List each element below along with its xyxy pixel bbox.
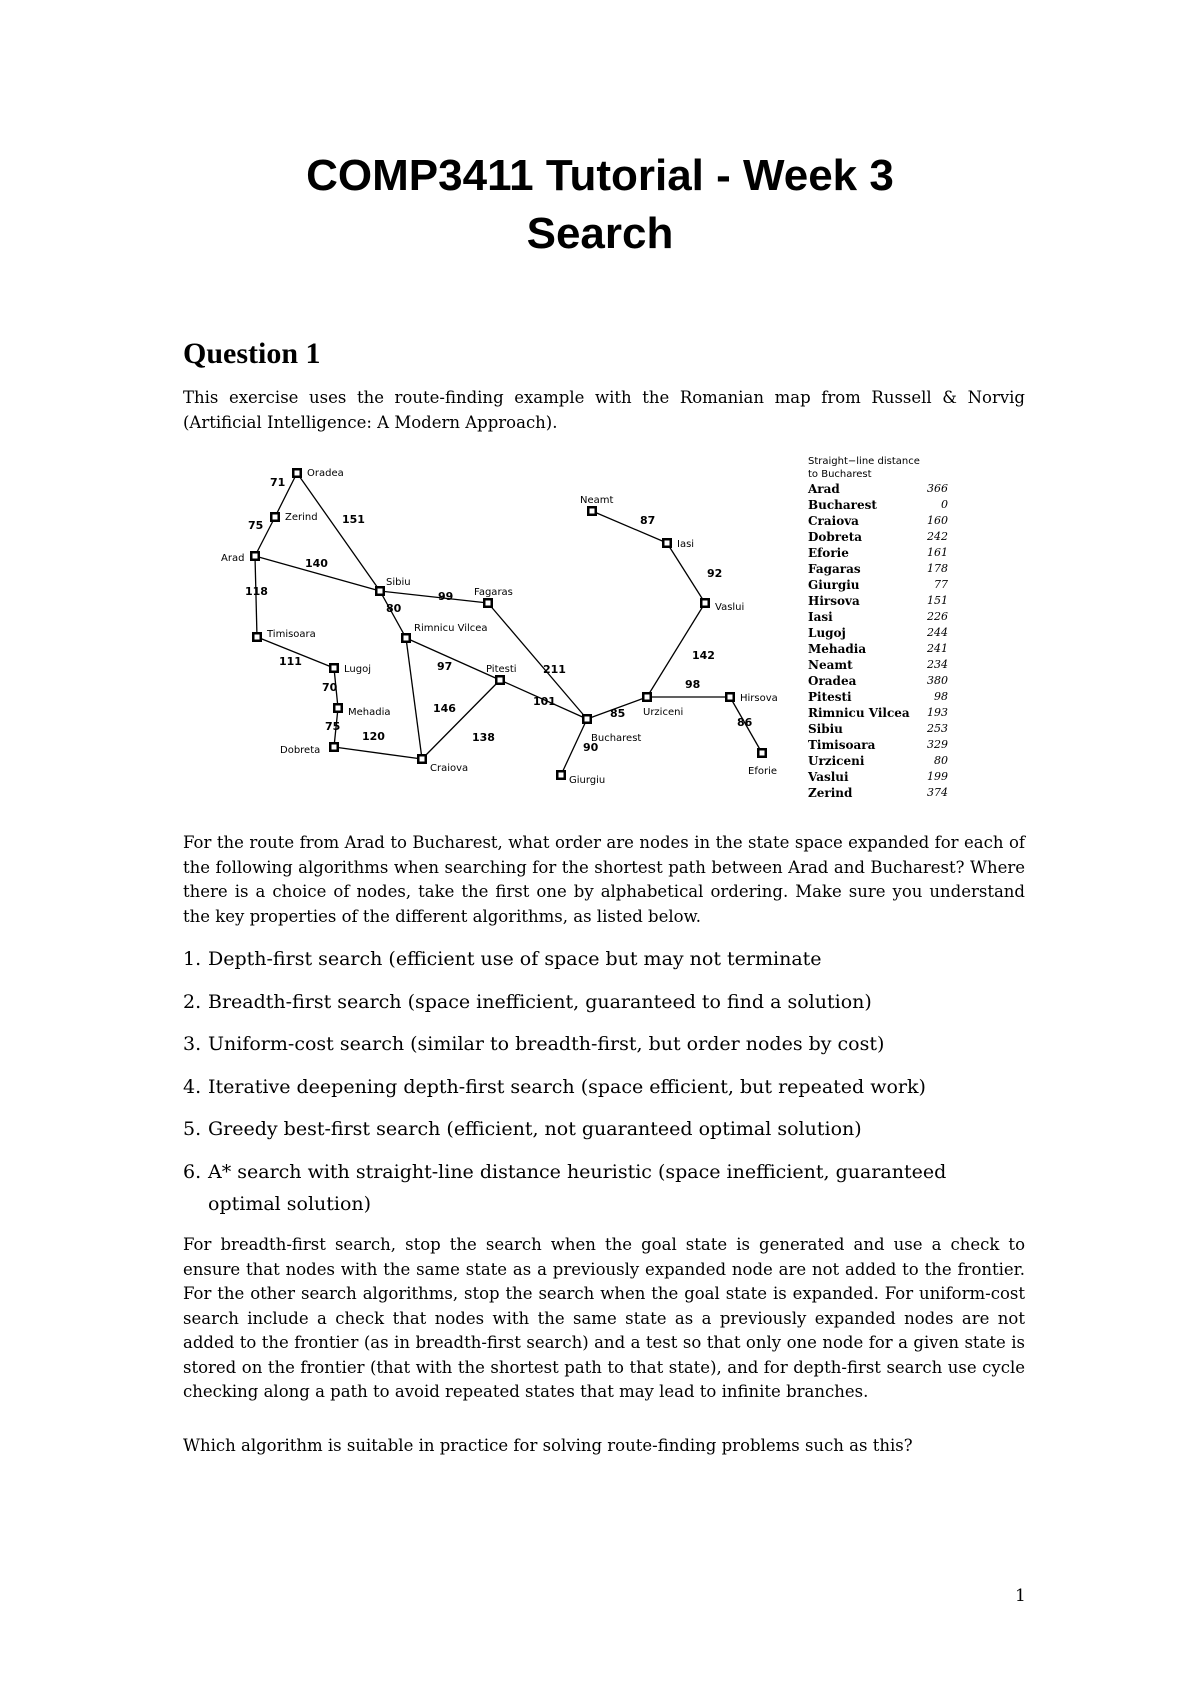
sld-value: 244 — [927, 626, 948, 639]
sld-city: Vaslui — [808, 770, 849, 784]
road-distance-label: 90 — [583, 741, 599, 754]
list-item — [183, 1156, 1025, 1220]
city-label: Zerind — [285, 512, 318, 523]
road-distance-label: 101 — [533, 695, 556, 708]
sld-city: Sibiu — [808, 722, 843, 736]
page-number: 1 — [1015, 1586, 1026, 1606]
city-label: Neamt — [580, 495, 614, 506]
list-item-number: 5. — [183, 1118, 202, 1140]
sld-city: Zerind — [808, 786, 853, 800]
city-label: Urziceni — [643, 707, 684, 718]
list-item-text: Greedy best-first search (efficient, not guaranteed optimal solution) — [208, 1118, 862, 1140]
road-distance-label: 86 — [737, 716, 753, 729]
document-subtitle: Search — [526, 209, 674, 258]
sld-city: Eforie — [808, 546, 849, 560]
route-question-paragraph: For the route from Arad to Bucharest, what order are nodes in the state space expanded for each of the following algorithms when searching for the shortest path between Arad and Bucharest? Where there is a choice of nodes, take the first one by alphabetical ordering. Make sure you understand the key properties of the different algorithms, as listed below. — [183, 833, 1025, 926]
city-label: Bucharest — [591, 733, 642, 744]
sld-city: Oradea — [808, 674, 857, 688]
straight-line-distance-table — [808, 455, 948, 801]
sld-value: 161 — [927, 546, 948, 559]
sld-row — [808, 577, 948, 593]
road-distance-label: 151 — [342, 513, 365, 526]
sld-value: 241 — [927, 642, 948, 655]
sld-value: 178 — [927, 562, 948, 575]
city-label: Giurgiu — [569, 775, 606, 786]
city-label: Vaslui — [715, 602, 745, 613]
sld-city: Dobreta — [808, 530, 863, 544]
road-distance-label: 211 — [543, 663, 566, 676]
city-label: Arad — [221, 553, 245, 564]
sld-caption-line1: Straight−line distance — [808, 456, 920, 467]
sld-row — [808, 673, 948, 689]
city-node-center — [559, 773, 564, 778]
sld-value: 151 — [927, 594, 948, 607]
sld-value: 253 — [927, 722, 948, 735]
sld-value: 226 — [927, 610, 948, 623]
list-item-text: Iterative deepening depth-first search (space efficient, but repeated work) — [208, 1075, 926, 1098]
city-node-center — [760, 751, 765, 756]
sld-row — [808, 593, 948, 609]
sld-row — [808, 625, 948, 641]
city-node-center — [703, 601, 708, 606]
sld-caption-line2: to Bucharest — [808, 469, 872, 480]
sld-row — [808, 769, 948, 785]
road-distance-label: 92 — [707, 567, 723, 580]
sld-row — [808, 497, 948, 513]
map-road — [334, 747, 422, 759]
document-title: COMP3411 Tutorial - Week 3 — [306, 151, 894, 200]
sld-city: Rimnicu Vilcea — [808, 706, 910, 720]
sld-value: 374 — [927, 786, 948, 799]
map-road — [297, 473, 380, 591]
algorithm-list — [183, 943, 1025, 1230]
road-distance-label: 146 — [433, 702, 456, 715]
city-node-center — [273, 515, 278, 520]
list-item-text: Uniform-cost search (similar to breadth-first, but order nodes by cost) — [208, 1033, 885, 1055]
list-item-text: Breadth-first search (space inefficient, guaranteed to find a solution) — [208, 990, 872, 1013]
sld-city: Fagaras — [808, 562, 861, 576]
sld-city: Iasi — [808, 610, 833, 624]
road-distance-label: 142 — [692, 649, 715, 662]
city-node-center — [295, 471, 300, 476]
city-label: Lugoj — [344, 664, 371, 675]
sld-city: Lugoj — [808, 626, 846, 640]
sld-value: 199 — [927, 770, 948, 783]
sld-row — [808, 609, 948, 625]
sld-city: Mehadia — [808, 642, 867, 656]
road-distance-label: 85 — [610, 707, 626, 720]
sld-city: Timisoara — [808, 738, 876, 752]
road-distance-label: 97 — [437, 660, 453, 673]
sld-value: 0 — [941, 498, 948, 511]
city-label: Craiova — [430, 763, 469, 774]
sld-row — [808, 545, 948, 561]
city-node-center — [332, 666, 337, 671]
city-node-center — [645, 695, 650, 700]
city-node-center — [253, 554, 258, 559]
city-node-center — [585, 717, 590, 722]
list-item-number: 2. — [183, 990, 202, 1013]
list-item — [183, 943, 1025, 975]
road-distance-label: 140 — [305, 557, 328, 570]
list-item — [183, 1071, 1025, 1103]
sld-row — [808, 705, 948, 721]
road-distance-label: 80 — [386, 602, 402, 615]
sld-value: 329 — [927, 738, 948, 751]
road-distance-label: 120 — [362, 730, 385, 743]
sld-row — [808, 737, 948, 753]
list-item — [183, 1028, 1025, 1060]
city-node-center — [486, 601, 491, 606]
city-label: Fagaras — [474, 587, 513, 598]
road-distance-label: 75 — [248, 519, 264, 532]
city-label: Oradea — [307, 468, 344, 479]
city-node-center — [404, 636, 409, 641]
sld-value: 366 — [927, 482, 948, 495]
sld-value: 234 — [927, 658, 948, 671]
list-item — [183, 1113, 1025, 1145]
sld-city: Bucharest — [808, 498, 877, 512]
city-node-center — [590, 509, 595, 514]
city-node-center — [255, 635, 260, 640]
list-item-number: 1. — [183, 948, 202, 970]
city-node-center — [728, 695, 733, 700]
city-label: Pitesti — [486, 664, 517, 675]
city-node-center — [665, 541, 670, 546]
sld-city: Hirsova — [808, 594, 860, 608]
question-heading: Question 1 — [183, 337, 321, 370]
sld-value: 160 — [927, 514, 948, 527]
sld-row — [808, 753, 948, 769]
city-label: Iasi — [677, 539, 695, 550]
map-road — [422, 680, 500, 759]
sld-city: Urziceni — [808, 754, 865, 768]
sld-row — [808, 689, 948, 705]
romania-map — [210, 455, 810, 825]
city-node-center — [420, 757, 425, 762]
road-distance-label: 71 — [270, 476, 286, 489]
sld-row — [808, 657, 948, 673]
map-road — [592, 511, 667, 543]
road-distance-label: 87 — [640, 514, 656, 527]
sld-row — [808, 529, 948, 545]
sld-row — [808, 481, 948, 497]
city-label: Mehadia — [348, 707, 391, 718]
road-distance-label: 99 — [438, 590, 454, 603]
road-distance-label: 138 — [472, 731, 495, 744]
road-distance-label: 118 — [245, 585, 268, 598]
sld-value: 193 — [927, 706, 948, 719]
sld-city: Arad — [808, 482, 840, 496]
city-label: Timisoara — [267, 629, 316, 640]
sld-row — [808, 561, 948, 577]
sld-value: 77 — [934, 578, 948, 591]
road-distance-label: 98 — [685, 678, 701, 691]
road-distance-label: 75 — [325, 720, 341, 733]
sld-city: Pitesti — [808, 690, 852, 704]
city-node-center — [378, 589, 383, 594]
road-distance-label: 111 — [279, 655, 302, 668]
map-road — [667, 543, 705, 603]
sld-value: 380 — [927, 674, 948, 687]
sld-row — [808, 721, 948, 737]
sld-value: 98 — [934, 690, 948, 703]
list-item — [183, 986, 1025, 1018]
list-item-number: 4. — [183, 1075, 202, 1098]
city-node-center — [332, 745, 337, 750]
sld-row — [808, 641, 948, 657]
city-label: Sibiu — [386, 577, 411, 588]
city-node-center — [498, 678, 503, 683]
list-item-number: 3. — [183, 1033, 202, 1055]
sld-row — [808, 785, 948, 801]
intro-paragraph: This exercise uses the route-finding example with the Romanian map from Russell & Norvig (Artificial Intelligence: A Modern Approach). — [183, 388, 1025, 432]
city-label: Eforie — [748, 766, 777, 777]
final-question-paragraph: Which algorithm is suitable in practice for solving route-finding problems such as this? — [183, 1436, 913, 1455]
map-road — [406, 638, 422, 759]
list-item-text: A* search with straight-line distance heuristic (space inefficient, guaranteed optimal solution) — [208, 1160, 947, 1215]
list-item-text: Depth-first search (efficient use of space but may not terminate — [208, 948, 822, 970]
list-item-number: 6. — [183, 1160, 202, 1183]
sld-city: Craiova — [808, 514, 859, 528]
sld-value: 80 — [934, 754, 948, 767]
sld-city: Giurgiu — [808, 578, 860, 592]
sld-row — [808, 513, 948, 529]
city-label: Dobreta — [280, 745, 321, 756]
sld-city: Neamt — [808, 658, 853, 672]
road-distance-label: 70 — [322, 681, 338, 694]
city-label: Hirsova — [740, 693, 778, 704]
sld-value: 242 — [927, 530, 948, 543]
search-notes-paragraph: For breadth-first search, stop the search when the goal state is generated and use a check to ensure that nodes with the same state as a previously expanded node are not added to the frontier. For the other search algorithms, stop the search when the goal state is expanded. For uniform-cost search include a check that nodes with the same state as a previously expanded nodes are not added to the frontier (as in breadth-first search) and a test so that only one node for a given state is stored on the frontier (that with the shortest path to that state), and for depth-first search use cycle checking along a path to avoid repeated states that may lead to infinite branches. — [183, 1235, 1025, 1401]
city-label: Rimnicu Vilcea — [414, 623, 488, 634]
city-node-center — [336, 706, 341, 711]
